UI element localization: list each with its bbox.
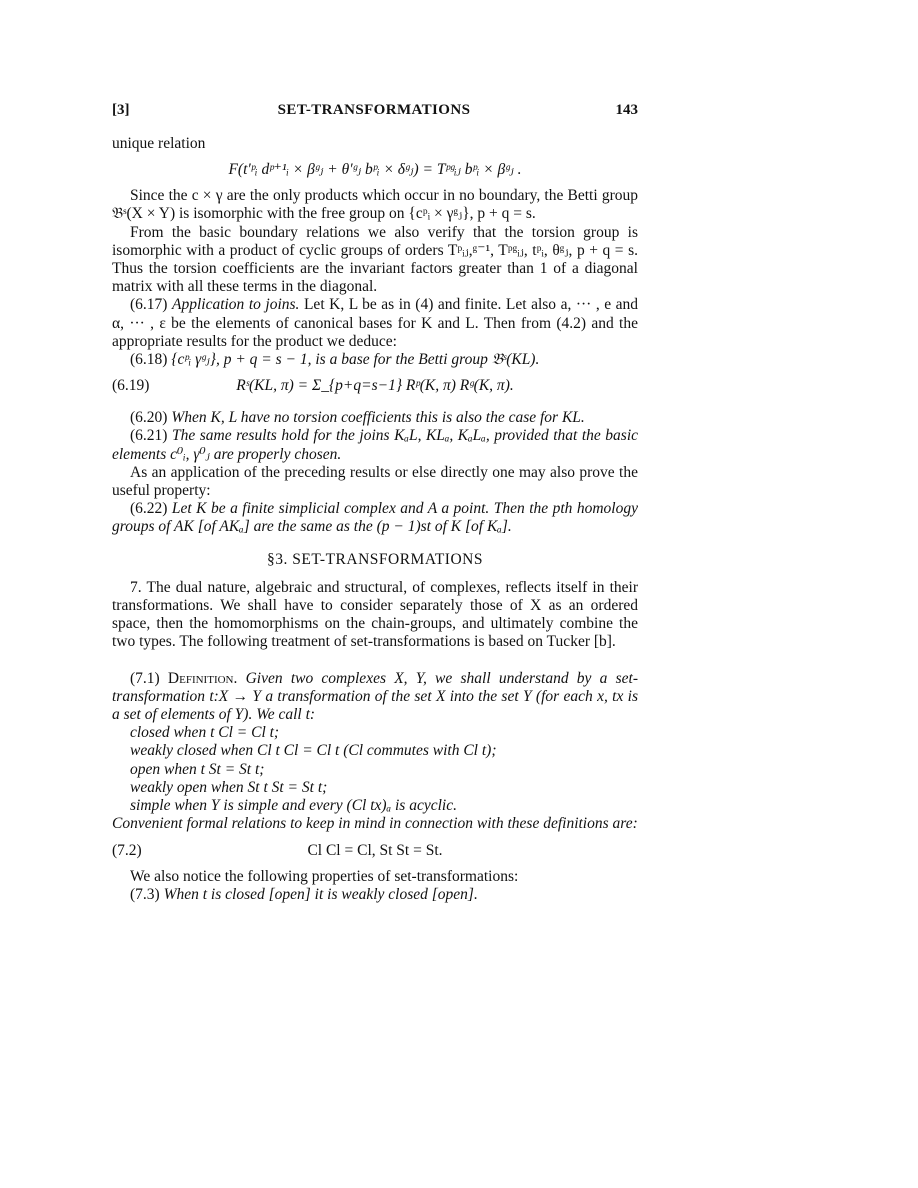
equation-number: (6.19) <box>112 377 150 395</box>
item-text: When K, L have no torsion coefficients this is also the case for KL. <box>171 409 585 427</box>
paragraph-6-17 <box>112 296 638 351</box>
equation-F-body: F(t′ᵖᵢ dᵖ⁺¹ᵢ × βᵍⱼ + θ′ᵍⱼ bᵖᵢ × δᵍⱼ) = Tᵖᵍᵢⱼ bᵖᵢ × βᵍⱼ . <box>228 161 522 179</box>
paragraph-since: Since the c × γ are the only products which occur in no boundary, the Betti group 𝔅ˢ(X × Y) is isomorphic with the free group on {cᵖᵢ × γᵍⱼ}, p + q = s. <box>112 187 638 223</box>
paragraph-application: As an application of the preceding results or else directly one may also prove the useful property: <box>112 463 638 500</box>
item-text: When t is closed [open] it is weakly closed [open]. <box>163 885 478 903</box>
equation-body: Rˢ(KL, π) = Σ_{p+q=s−1} Rᵖ(K, π) Rᵍ(K, π). <box>236 377 514 395</box>
equation-6-19 <box>112 373 638 405</box>
paragraph-6-22 <box>112 500 638 536</box>
paragraph-7: 7. The dual nature, algebraic and structural, of complexes, reflects itself in their transformations. We shall have to consider separately those of X as an ordered space, then the homomorphisms on the chain-groups, and ultimately combine the two types. The following treatment of set-transformations is based on Tucker [b]. <box>112 578 638 651</box>
item-text: Let K, L be as in (4) and finite. Let also a, ··· , e and α, ··· , ε be the elements of canonical bases for K and L. Then from (4.2) and the appropriate results for the product we deduce: <box>112 296 639 350</box>
paragraph-6-18 <box>112 351 638 369</box>
list-item: weakly closed when Cl t Cl = Cl t (Cl commutes with Cl t); <box>130 742 497 760</box>
item-text: Given two complexes X, Y, we shall understand by a set-transformation t:X → Y a transformation of the set X into the set Y (for each x, tx is a set of elements of Y). We call t: <box>112 669 638 724</box>
equation-F <box>112 157 638 183</box>
list-item: simple when Y is simple and every (Cl tx)ₐ is acyclic. <box>130 797 457 815</box>
definition-list <box>112 724 638 815</box>
paragraph-7-3 <box>112 886 638 904</box>
equation-body: Cl Cl = Cl, St St = St. <box>307 841 443 859</box>
item-number: (6.17) <box>130 296 168 314</box>
definition-label: Definition. <box>167 669 238 687</box>
paragraph-6-20 <box>112 409 638 427</box>
item-text: Let K be a finite simplicial complex and A a point. Then the pth homology groups of AK [of AKₐ] are the same as the (p − 1)st of K [of Kₐ]. <box>112 500 638 536</box>
item-number: (6.22) <box>130 500 168 518</box>
chapter-marker: [3] <box>112 102 130 118</box>
item-text: {cᵖᵢ γᵍⱼ}, p + q = s − 1, is a base for the Betti group 𝔅ˢ(KL). <box>171 351 540 369</box>
page-number: 143 <box>615 102 638 118</box>
equation-7-2 <box>112 838 638 864</box>
spacer <box>112 652 638 670</box>
list-item: closed when t Cl = Cl t; <box>130 724 280 742</box>
paragraph-6-21 <box>112 427 638 463</box>
list-item: open when t St = St t; <box>130 760 265 778</box>
paragraph-convenient: Convenient formal relations to keep in mind in connection with these definitions are: <box>112 815 638 833</box>
item-number: (7.1) <box>130 669 160 687</box>
paragraph-7-1 <box>112 670 638 725</box>
equation-number: (7.2) <box>112 841 142 859</box>
item-number: (6.21) <box>130 427 168 445</box>
section-heading: §3. SET-TRANSFORMATIONS <box>267 550 483 568</box>
running-header <box>112 101 642 121</box>
list-item: weakly open when St t St = St t; <box>130 778 328 796</box>
item-number: (6.20) <box>130 409 168 427</box>
item-number: (6.18) <box>130 351 168 369</box>
item-title: Application to joins. <box>171 296 300 314</box>
paragraph-torsion: From the basic boundary relations we also verify that the torsion group is isomorphic with a product of cyclic groups of orders Tᵖᵢⱼ,ᵍ⁻¹, Tᵖᵍᵢⱼ, tᵖᵢ, θᵍⱼ, p + q = s. Thus the torsion coefficients are the invariant factors greater than 1 of a diagonal matrix with all these terms in the diagonal. <box>112 223 638 296</box>
page-body <box>112 135 638 904</box>
item-text: The same results hold for the joins KₐL, KLₐ, KₐLₐ, provided that the basic elements c⁰ᵢ, γ⁰ⱼ are properly chosen. <box>112 427 639 463</box>
item-number: (7.3) <box>130 885 160 903</box>
paragraph-unique-relation: unique relation <box>112 135 206 152</box>
paragraph-also: We also notice the following properties of set-transformations: <box>130 867 519 885</box>
running-title: SET-TRANSFORMATIONS <box>277 102 471 118</box>
